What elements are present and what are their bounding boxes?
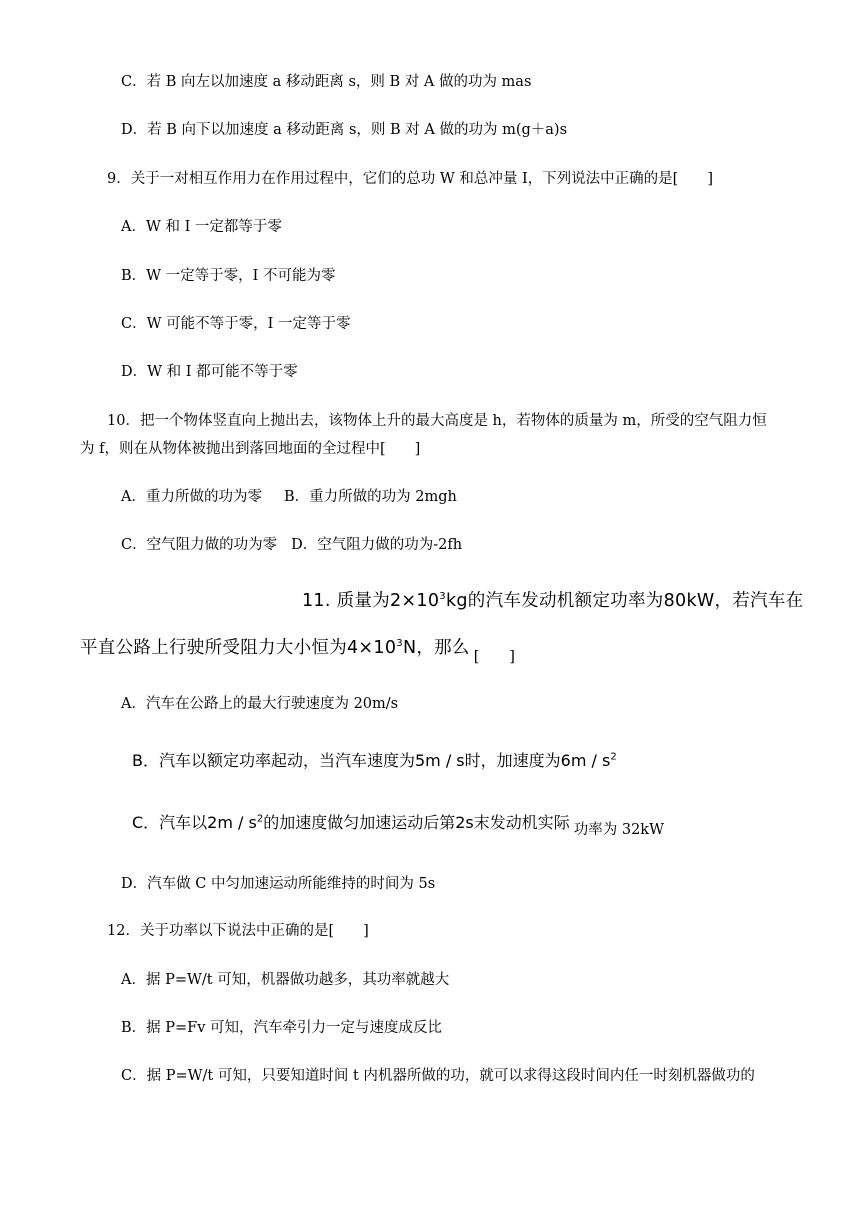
- q10-option-b: B．重力所做的功为 2mgh: [283, 489, 457, 505]
- q11-option-b-text: B．汽车以额定功率起动，当汽车速度为5m / s时，加速度为6m / s: [132, 751, 611, 770]
- q10-option-a: A．重力所做的功为零: [121, 489, 262, 505]
- q11-stem-line2-exp: 3: [396, 638, 403, 650]
- q9-option-b: B．W 一定等于零，I 不可能为零: [121, 268, 336, 284]
- q11-option-c-mid: 的加速度做匀加速运动后第2s末发动机实际: [263, 813, 570, 832]
- q11-option-d: D．汽车做 C 中匀加速运动所能维持的时间为 5s: [121, 876, 436, 892]
- q11-stem-bracket: [ ]: [473, 649, 516, 665]
- q11-stem-line1: [302, 591, 804, 611]
- q11-option-c: [132, 813, 664, 838]
- q11-option-a: A．汽车在公路上的最大行驶速度为 20m/s: [121, 696, 399, 712]
- q10-stem-line1: 10．把一个物体竖直向上抛出去，该物体上升的最大高度是 h，若物体的质量为 m，所受的空气阻力恒: [107, 413, 767, 429]
- q12-option-c: C．据 P=W/t 可知，只要知道时间 t 内机器所做的功，就可以求得这段时间内任一时刻机器做功的: [121, 1068, 755, 1084]
- q10-options-row1: [121, 487, 457, 507]
- q11-option-c-tail: 功率为 32kW: [573, 822, 664, 838]
- q11-option-c-exp: 2: [256, 813, 264, 825]
- q11-option-b: [132, 751, 617, 771]
- q11-stem-line2: [80, 638, 516, 665]
- q12-option-b: B．据 P=Fv 可知，汽车牵引力一定与速度成反比: [121, 1020, 443, 1036]
- q11-stem-line1-post: kg的汽车发动机额定功率为80kW，若汽车在: [445, 591, 804, 611]
- q10-option-d: D．空气阻力做的功为-2fh: [291, 537, 463, 553]
- q9-option-c: C．W 可能不等于零，I 一定等于零: [121, 316, 351, 332]
- q12-stem: 12．关于功率以下说法中正确的是[ ]: [107, 923, 369, 939]
- q9-option-d: D．W 和 I 都可能不等于零: [121, 364, 298, 380]
- q11-stem-line1-pre: 11. 质量为2×10: [302, 591, 440, 611]
- q10-stem-line2: 为 f，则在从物体被抛出到落回地面的全过程中[ ]: [80, 441, 421, 457]
- q8-option-d: D．若 B 向下以加速度 a 移动距离 s，则 B 对 A 做的功为 m(g＋a)s: [121, 122, 568, 138]
- q9-stem: 9．关于一对相互作用力在作用过程中，它们的总功 W 和总冲量 I，下列说法中正确的是[ ]: [107, 171, 713, 187]
- q11-stem-line1-exp: 3: [439, 591, 446, 603]
- q11-option-b-exp: 2: [610, 751, 617, 763]
- q10-options-row2: [121, 535, 462, 555]
- q8-option-c: C．若 B 向左以加速度 a 移动距离 s，则 B 对 A 做的功为 mas: [121, 74, 532, 90]
- q11-option-c-pre: C．汽车以2m / s: [132, 813, 257, 832]
- q11-stem-line2-pre: 平直公路上行驶所受阻力大小恒为4×10: [80, 638, 397, 658]
- q11-stem-line2-post: N，那么: [402, 638, 470, 658]
- q9-option-a: A．W 和 I 一定都等于零: [121, 219, 282, 235]
- q12-option-a: A．据 P=W/t 可知，机器做功越多，其功率就越大: [121, 972, 450, 988]
- q10-option-c: C．空气阻力做的功为零: [121, 537, 278, 553]
